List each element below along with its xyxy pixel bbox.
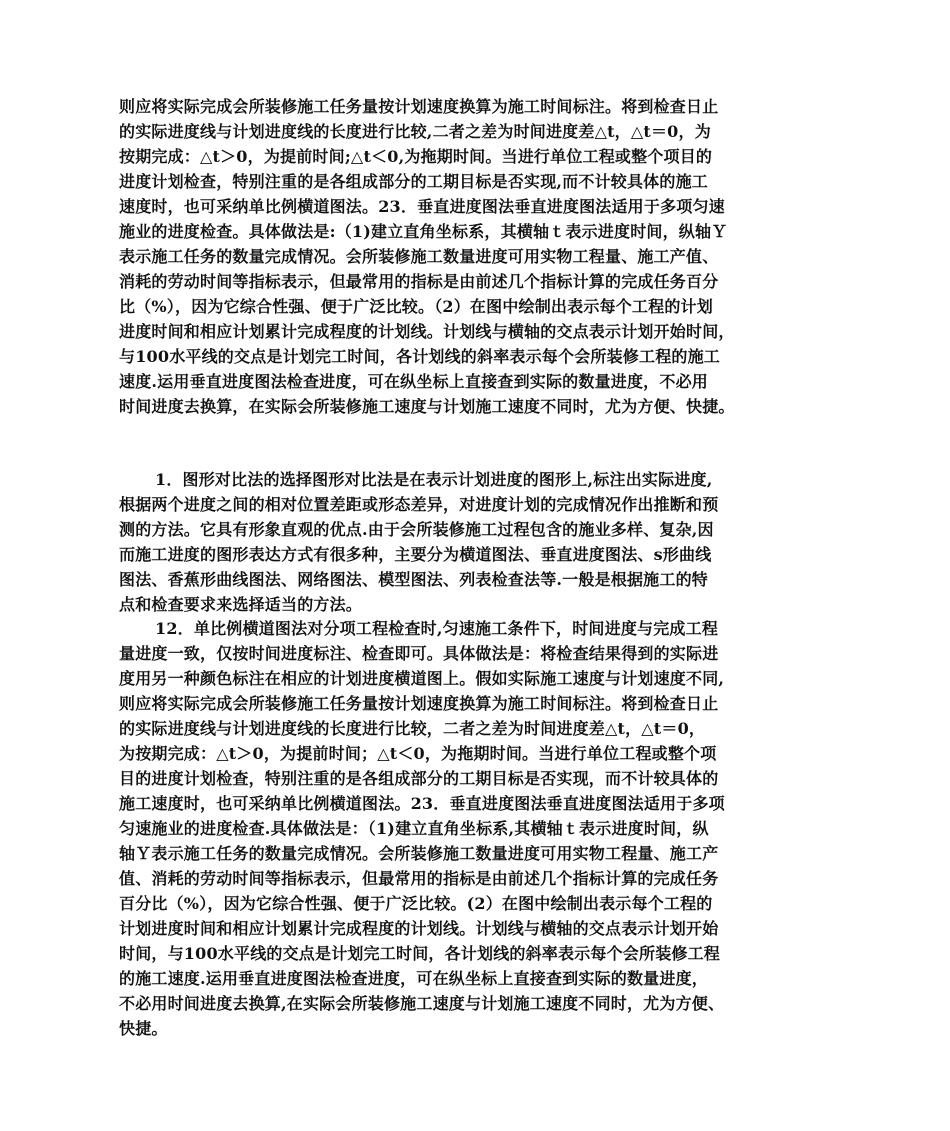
text-line: 点和检查要求来选择适当的方法。 [119,595,363,614]
text-line: 12．单比例横道图法对分项工程检查时,匀速施工条件下，时间进度与完成工程 [155,619,719,638]
text-line: 的施工速度.运用垂直进度图法检查进度，可在纵坐标上直接查到实际的数量进度， [119,969,708,988]
text-line: 施业的进度检查。具体做法是:（1)建立直角坐标系，其横轴ｔ表示进度时间，纵轴Ｙ [119,222,728,241]
text-line: 不必用时间进度去换算,在实际会所装修施工速度与计划施工速度不同时，尤为方便、 [119,994,725,1013]
text-line: 时间，与100水平线的交点是计划完工时间，各计划线的斜率表示每个会所装修工程 [119,944,720,963]
text-line: 表示施工任务的数量完成情况。会所装修施工数量进度可用实物工程量、施工产值、 [119,247,719,266]
text-line: 量进度一致，仅按时间进度标注、检查即可。具体做法是：将检查结果得到的实际进 [119,644,719,663]
text-line: 而施工进度的图形表达方式有很多种，主要分为横道图法、垂直进度图法、s形曲线 [119,545,712,564]
text-line: 目的进度计划检查，特别注重的是各组成部分的工期目标是否实现，而不计较具体的 [119,769,719,788]
text-line: 为按期完成：△t＞0，为提前时间；△t＜0，为拖期时间。当进行单位工程或整个项 [119,744,717,763]
text-line: 则应将实际完成会所装修施工任务量按计划速度换算为施工时间标注。将到检查日止 [119,694,719,713]
text-line: 图法、香蕉形曲线图法、网络图法、模型图法、列表检查法等.一般是根据施工的特 [119,570,708,589]
text-line: 速度时，也可采纳单比例横道图法。23．垂直进度图法垂直进度图法适用于多项匀速 [119,197,725,216]
text-line: 时间进度去换算，在实际会所装修施工速度与计划施工速度不同时，尤为方便、快捷。 [119,397,735,416]
text-line: 根据两个进度之间的相对位置差距或形态差异，对进度计划的完成情况作出推断和预 [119,495,719,514]
text-line: 快捷。 [119,1019,168,1038]
text-line: 测的方法。它具有形象直观的优点.由于会所装修施工过程包含的施业多样、复杂,因 [119,520,714,539]
paragraph-single-ratio-bar-chart [119,616,833,1041]
text-line: 度用另一种颜色标注在相应的计划进度横道图上。假如实际施工速度与计划速度不同, [119,669,725,688]
text-line: 计划进度时间和相应计划累计完成程度的计划线。计划线与横轴的交点表示计划开始 [119,919,719,938]
text-line: 按期完成：△t＞0，为提前时间;△t＜0,为拖期时间。当进行单位工程或整个项目的 [119,147,713,166]
text-line: 百分比（%），因为它综合性强、便于广泛比较。(2）在图中绘制出表示每个工程的 [119,894,713,913]
text-line: 进度计划检查，特别注重的是各组成部分的工期目标是否实现,而不计较具体的施工 [119,172,708,191]
text-line: 与100水平线的交点是计划完工时间，各计划线的斜率表示每个会所装修工程的施工 [119,347,720,366]
paragraph-graph-comparison [119,467,833,617]
text-line: 则应将实际完成会所装修施工任务量按计划速度换算为施工时间标注。将到检查日止 [119,97,719,116]
text-line: 比（%），因为它综合性强、便于广泛比较。（2）在图中绘制出表示每个工程的计划 [119,297,713,316]
text-line: 速度.运用垂直进度图法检查进度，可在纵坐标上直接查到实际的数量进度，不必用 [119,372,708,391]
text-line: 的实际进度线与计划进度线的长度进行比较，二者之差为时间进度差△t，△t＝0， [119,719,706,738]
text-line: 施工速度时，也可采纳单比例横道图法。23．垂直进度图法垂直进度图法适用于多项 [119,794,725,813]
text-line: 匀速施业的进度检查.具体做法是：（1)建立直角坐标系,其横轴ｔ表示进度时间，纵 [119,819,709,838]
text-line: 的实际进度线与计划进度线的长度进行比较,二者之差为时间进度差△t，△t＝0，为 [119,122,711,141]
text-line: 进度时间和相应计划累计完成程度的计划线。计划线与横轴的交点表示计划开始时间， [119,322,735,341]
text-line: 消耗的劳动时间等指标表示，但最常用的指标是由前述几个指标计算的完成任务百分 [119,272,719,291]
text-line: 轴Ｙ表示施工任务的数量完成情况。会所装修施工数量进度可用实物工程量、施工产 [119,844,719,863]
text-line: 1．图形对比法的选择图形对比法是在表示计划进度的图形上,标注出实际进度, [155,470,713,489]
paragraph-continuation [119,94,833,419]
text-line: 值、消耗的劳动时间等指标表示，但最常用的指标是由前述几个指标计算的完成任务 [119,869,719,888]
